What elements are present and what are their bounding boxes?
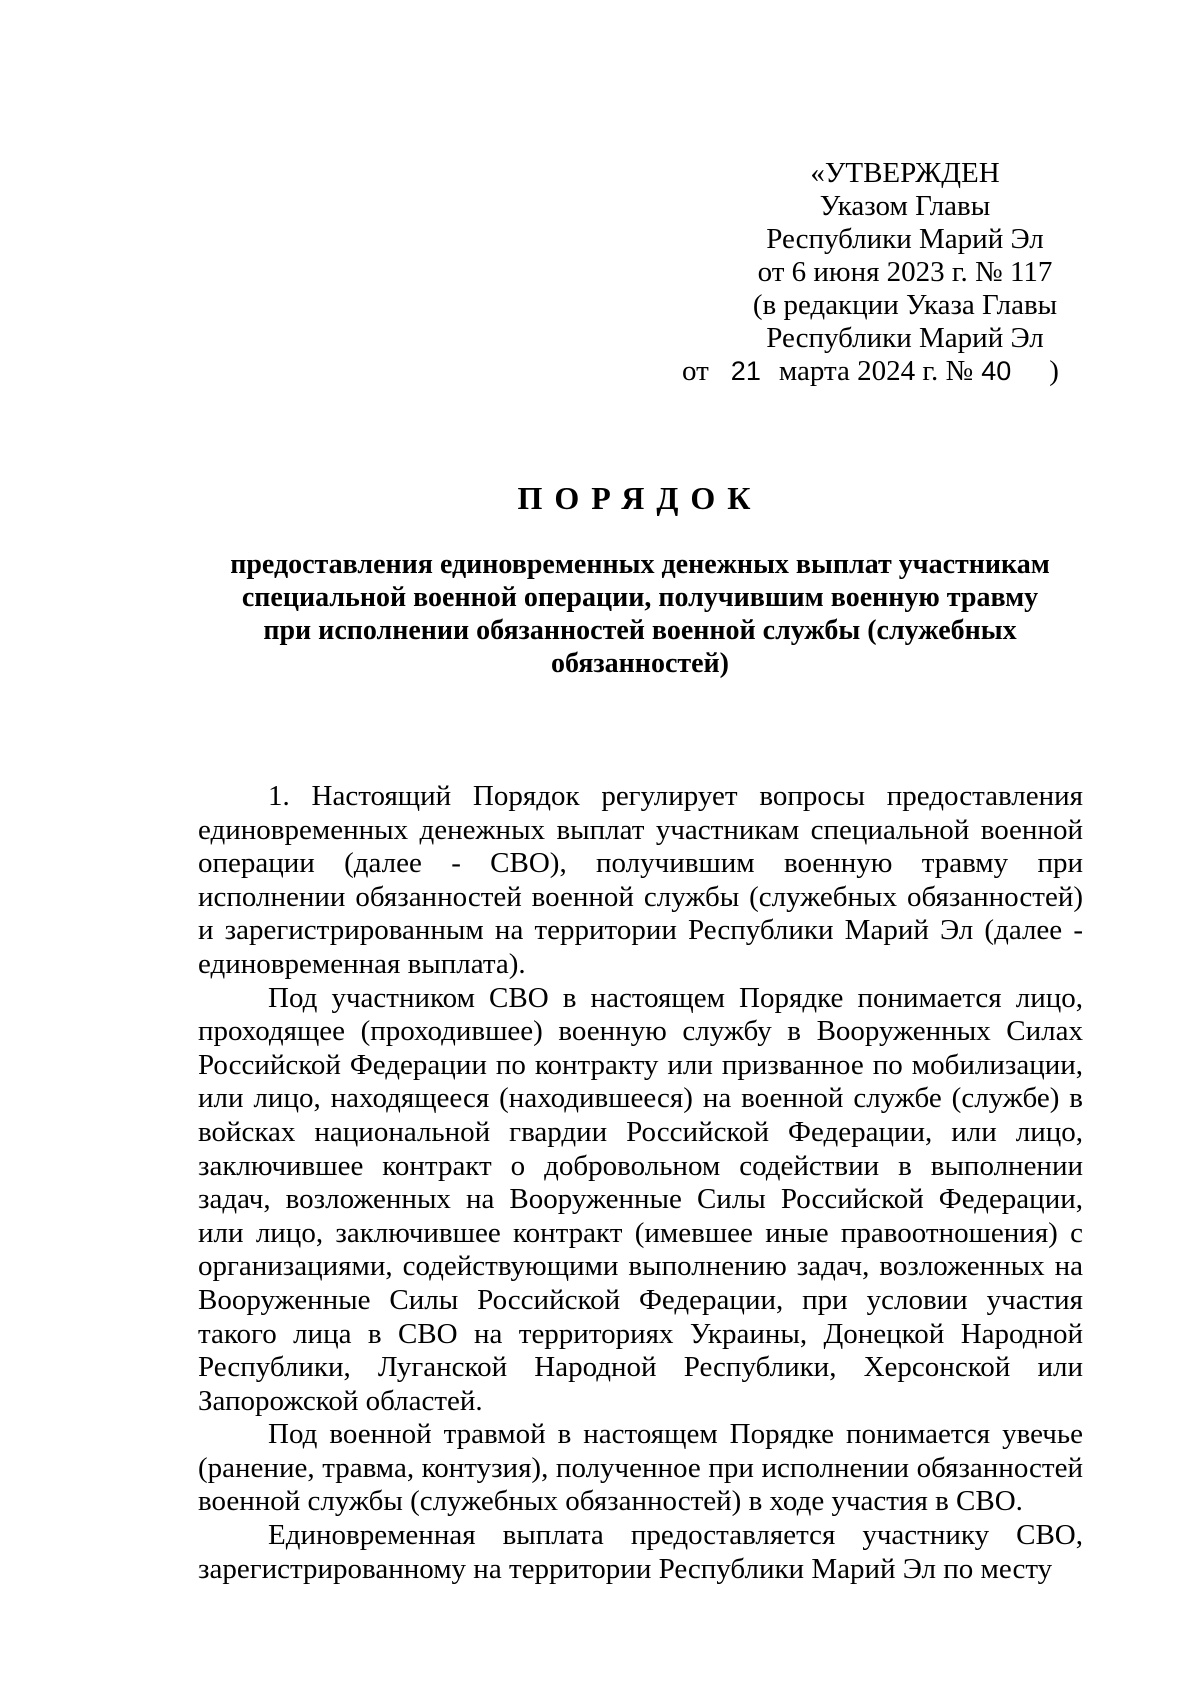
- approval-amendment-date-line: [682, 355, 1120, 388]
- approval-closing-paren: ): [1049, 355, 1059, 387]
- document-title: ПОРЯДОК: [517, 480, 763, 516]
- document-subtitle: [220, 548, 1060, 680]
- subtitle-line: при исполнении обязанностей военной службы (служебных: [263, 615, 1017, 646]
- approval-line: Республики Марий Эл: [766, 223, 1044, 255]
- approval-line: (в редакции Указа Главы: [752, 289, 1058, 321]
- subtitle-line: обязанностей): [550, 648, 730, 679]
- approval-line: от 6 июня 2023 г. № 117: [757, 256, 1053, 288]
- approval-date-day: 21: [730, 356, 761, 386]
- approval-stamp-block: [682, 157, 1120, 388]
- approval-decree-number: 40: [981, 356, 1012, 386]
- subtitle-line: специальной военной операции, получившим военную травму: [241, 582, 1039, 613]
- approval-date-month-year: марта 2024 г. №: [778, 355, 974, 387]
- subtitle-line: предоставления единовременных денежных выплат участникам: [230, 549, 1050, 580]
- body-paragraph: Единовременная выплата предоставляется участнику СВО, зарегистрированному на территории Республики Марий Эл по месту: [198, 1519, 1083, 1585]
- approval-line: Указом Главы: [819, 190, 991, 222]
- approval-line: Республики Марий Эл: [766, 322, 1044, 354]
- approval-date-prefix: от: [682, 355, 709, 387]
- document-body: [198, 780, 1083, 1586]
- approval-line: «УТВЕРЖДЕН: [810, 157, 1000, 189]
- body-paragraph: Под участником СВО в настоящем Порядке понимается лицо, проходящее (проходившее) военную службу в Вооруженных Силах Российской Федерации по контракту или призванное по мобилизации, или лицо, находящееся (находившееся) на военной службе (службе) в войсках национальной гвардии Российской Федерации, или лицо, заключившее контракт о добровольном содействии в выполнении задач, возложенных на Вооруженные Силы Российской Федерации, или лицо, заключившее контракт (имевшее иные правоотношения) с организациями, содействующими выполнению задач, возложенных на Вооруженные Силы Российской Федерации, при условии участия такого лица в СВО на территориях Украины, Донецкой Народной Республики, Луганской Народной Республики, Херсонской или Запорожской областей.: [198, 981, 1083, 1417]
- body-paragraph: Под военной травмой в настоящем Порядке понимается увечье (ранение, травма, контузия), полученное при исполнении обязанностей военной службы (служебных обязанностей) в ходе участия в СВО.: [198, 1418, 1083, 1518]
- body-paragraph: 1. Настоящий Порядок регулирует вопросы предоставления единовременных денежных выплат участникам специальной военной операции (далее - СВО), получившим военную травму при исполнении обязанностей военной службы (служебных обязанностей) и зарегистрированным на территории Республики Марий Эл (далее - единовременная выплата).: [198, 780, 1083, 980]
